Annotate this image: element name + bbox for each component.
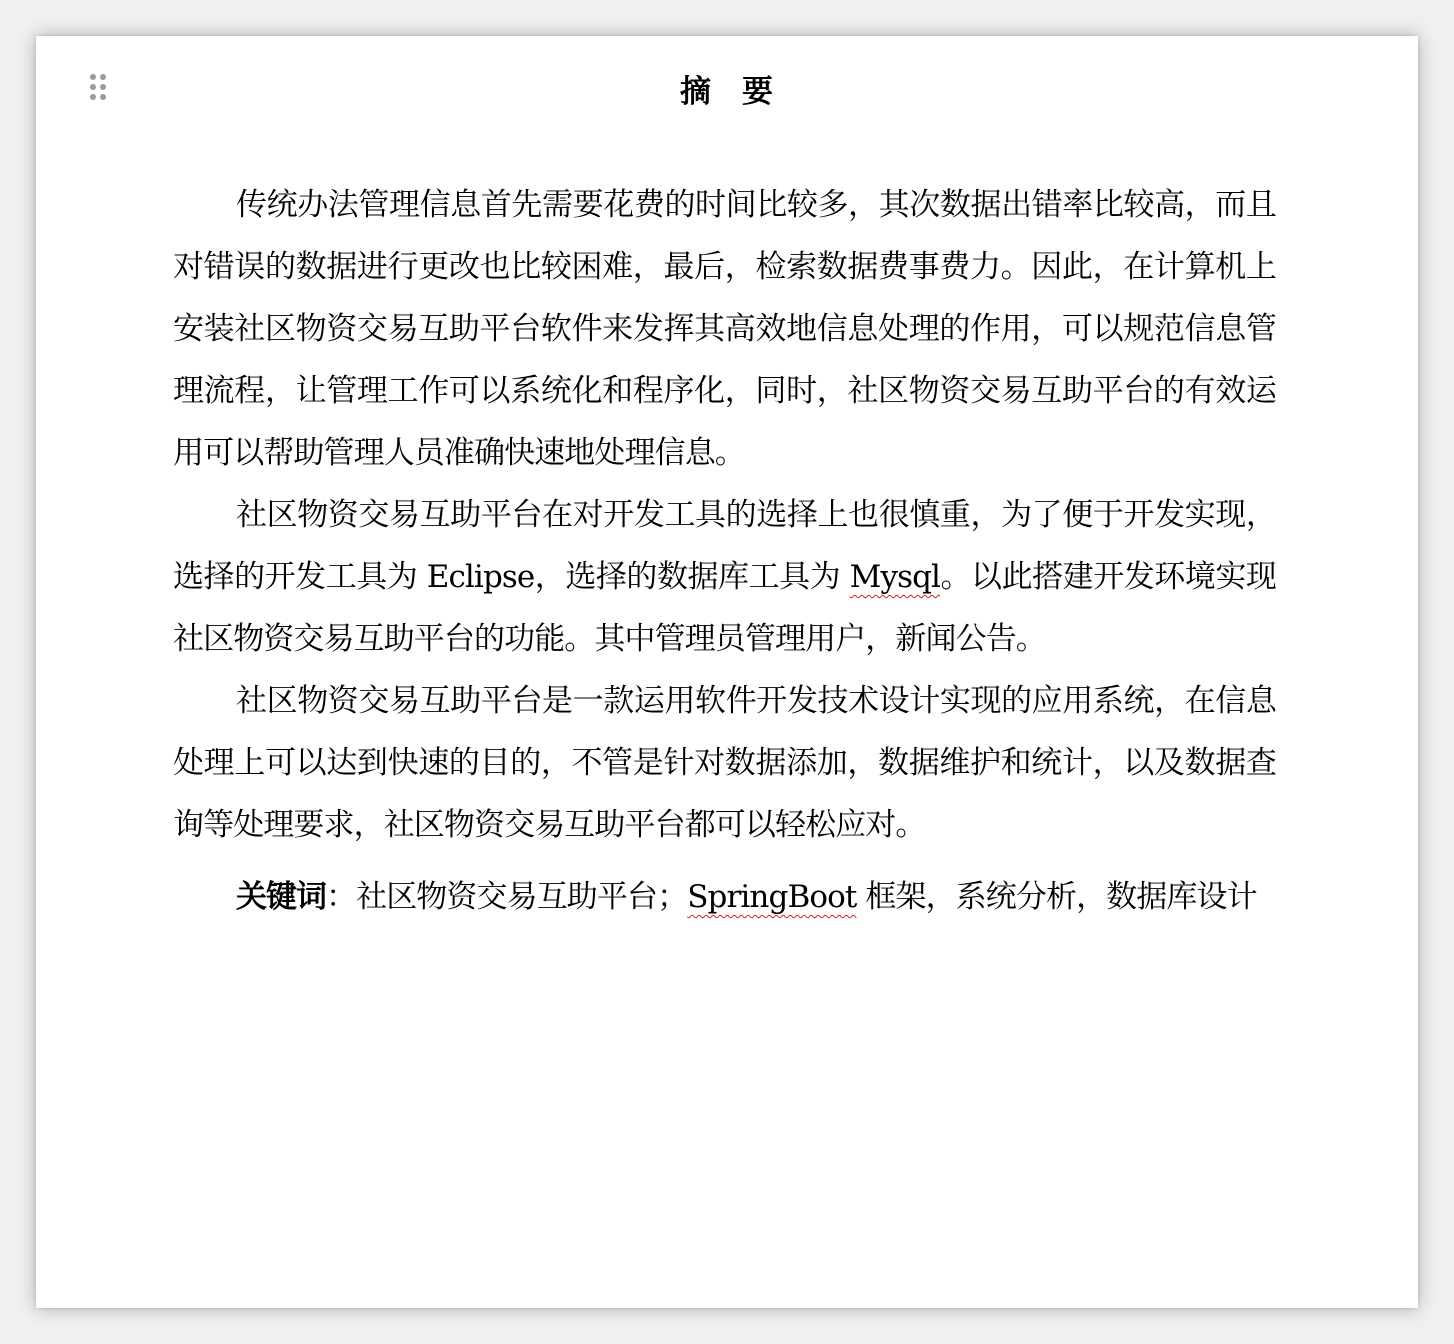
keywords-separator: ： <box>326 879 357 915</box>
spellcheck-word-springboot[interactable]: SpringBoot <box>687 879 857 915</box>
title-part-1: 摘 <box>680 74 712 110</box>
paragraph-2-text-a: 社区物资交易互助平台在对开发工具的选择上也很慎重，为了便于开发实现，选择的开发工具为 Eclipse，选择的数据库工具为 <box>173 497 1276 595</box>
keywords-text-1: 社区物资交易互助平台； <box>356 879 688 915</box>
document-page <box>36 36 1418 1308</box>
paragraph-2-text-c: 。以此搭建开发环境实现社区物资交易互助平台的功能。其中管理员管理用户，新闻公告。 <box>173 559 1277 657</box>
paragraph-1: 传统办法管理信息首先需要花费的时间比较多，其次数据出错率比较高，而且对错误的数据进行更改也比较困难，最后，检索数据费事费力。因此，在计算机上安装社区物资交易互助平台软件来发挥其高效地信息处理的作用，可以规范信息管理流程，让管理工作可以系统化和程序化，同时，社区物资交易互助平台的有效运用可以帮助管理人员准确快速地处理信息。 <box>173 187 1276 471</box>
abstract-body <box>173 174 1276 928</box>
title-part-2: 要 <box>742 74 774 110</box>
paragraph-3: 社区物资交易互助平台是一款运用软件开发技术设计实现的应用系统，在信息处理上可以达到快速的目的，不管是针对数据添加，数据维护和统计，以及数据查询等处理要求，社区物资交易互助平台都可以轻松应对。 <box>173 683 1276 843</box>
keywords-label: 关键词 <box>236 879 326 915</box>
abstract-title <box>36 72 1418 112</box>
keywords-text-2: 框架，系统分析，数据库设计 <box>856 879 1257 915</box>
keywords-line <box>173 866 1276 928</box>
spellcheck-word-mysql[interactable]: Mysql <box>849 559 941 595</box>
paragraph-2 <box>173 484 1276 670</box>
